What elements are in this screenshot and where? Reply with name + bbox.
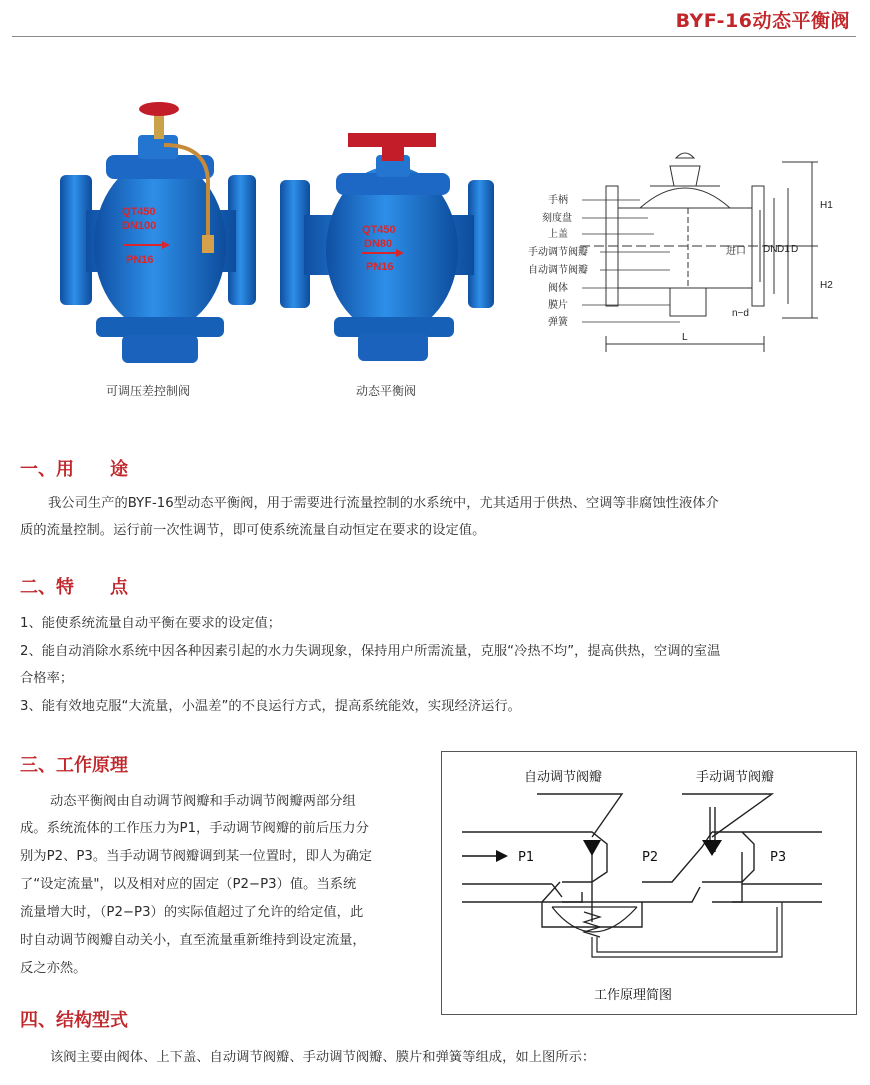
- left-marking-pn: PN16: [126, 254, 154, 266]
- left-marking-dn: DN100: [122, 220, 157, 232]
- section-title-features: 二、特 点: [20, 577, 128, 598]
- section-title-principle: 三、工作原理: [20, 755, 128, 776]
- valve-photo-pressure-control: [60, 95, 260, 370]
- right-marking-material: QT450: [362, 224, 396, 236]
- principle-line-2: 成。系统流体的工作压力为P1，手动调节阀瓣的前后压力分: [20, 821, 369, 836]
- principle-line-6: 时自动调节阀瓣自动关小，直至流量重新维持到设定流量，: [20, 933, 366, 948]
- principle-line-1: 动态平衡阀由自动调节阀瓣和手动调节阀瓣两部分组: [50, 794, 356, 809]
- feature-item-3: 3、能有效地克服“大流量，小温差”的不良运行方式，提高系统能效，实现经济运行。: [20, 699, 521, 714]
- principle-line-7: 反之亦然。: [20, 961, 87, 976]
- feature-item-2: 2、能自动消除水系统中因各种因素引起的水力失调现象，保持用户所需流量，克服“冷热不均”，提高供热，空调的室温: [20, 644, 721, 659]
- section-title-structure: 四、结构型式: [20, 1010, 128, 1031]
- principle-diagram: [441, 751, 857, 1015]
- principle-line-5: 流量增大时，（P2−P3）的实际值超过了允许的给定值，此: [20, 905, 364, 920]
- valve-photo-dynamic-balance: [280, 125, 495, 370]
- left-marking-material: QT450: [122, 206, 156, 218]
- label-dial: 刻度盘: [542, 213, 572, 224]
- principle-diagram-drawing: [442, 752, 856, 1014]
- dim-inlet: 进口: [726, 246, 746, 257]
- label-diaphragm: 膜片: [548, 300, 568, 311]
- label-auto-disc: 自动调节阀瓣: [528, 265, 588, 276]
- label-valve-body: 阀体: [548, 283, 568, 294]
- diagram-caption: 工作原理简图: [594, 988, 673, 1003]
- section-use-line-1: 我公司生产的BYF-16型动态平衡阀，用于需要进行流量控制的水系统中，尤其适用于供热、空调等非腐蚀性液体介: [48, 496, 719, 511]
- section-title-use: 一、用 途: [20, 459, 128, 480]
- principle-line-3: 别为P2、P3。当手动调节阀瓣调到某一位置时，即人为确定: [20, 849, 373, 864]
- label-spring: 弹簧: [548, 317, 568, 328]
- diagram-label-p2: P2: [642, 850, 659, 865]
- feature-item-1: 1、能使系统流量自动平衡在要求的设定值；: [20, 616, 282, 631]
- technical-drawing: [520, 148, 850, 366]
- dim-dn: DN: [763, 244, 778, 255]
- right-marking-dn: DN80: [364, 238, 393, 250]
- dim-l: L: [682, 332, 688, 343]
- dim-h1: H1: [820, 200, 833, 211]
- diagram-label-manual-disc: 手动调节阀瓣: [696, 770, 775, 785]
- diagram-label-p1: P1: [518, 850, 535, 865]
- principle-line-4: 了“设定流量"，以及相对应的固定（P2−P3）值。当系统: [20, 877, 357, 892]
- diagram-label-p3: P3: [770, 850, 787, 865]
- dim-d: D: [791, 244, 799, 255]
- label-handle: 手柄: [548, 195, 568, 206]
- dim-d1: D1: [777, 244, 790, 255]
- label-upper-cover: 上盖: [548, 229, 568, 240]
- feature-item-2-cont: 合格率；: [20, 671, 74, 686]
- dim-nd: n−d: [732, 308, 749, 319]
- dim-h2: H2: [820, 280, 833, 291]
- page-title: BYF-16动态平衡阀: [675, 10, 850, 32]
- section-use-line-2: 质的流量控制。运行前一次性调节，即可使系统流量自动恒定在要求的设定值。: [20, 523, 486, 538]
- structure-text: 该阀主要由阀体、上下盖、自动调节阀瓣、手动调节阀瓣、膜片和弹簧等组成，如上图所示：: [50, 1050, 596, 1065]
- header-divider: [12, 36, 856, 37]
- caption-dynamic-balance: 动态平衡阀: [356, 384, 417, 398]
- right-marking-pn: PN16: [366, 261, 394, 273]
- caption-pressure-control: 可调压差控制阀: [106, 384, 191, 398]
- diagram-label-auto-disc: 自动调节阀瓣: [524, 770, 603, 785]
- label-manual-disc: 手动调节阀瓣: [528, 247, 588, 258]
